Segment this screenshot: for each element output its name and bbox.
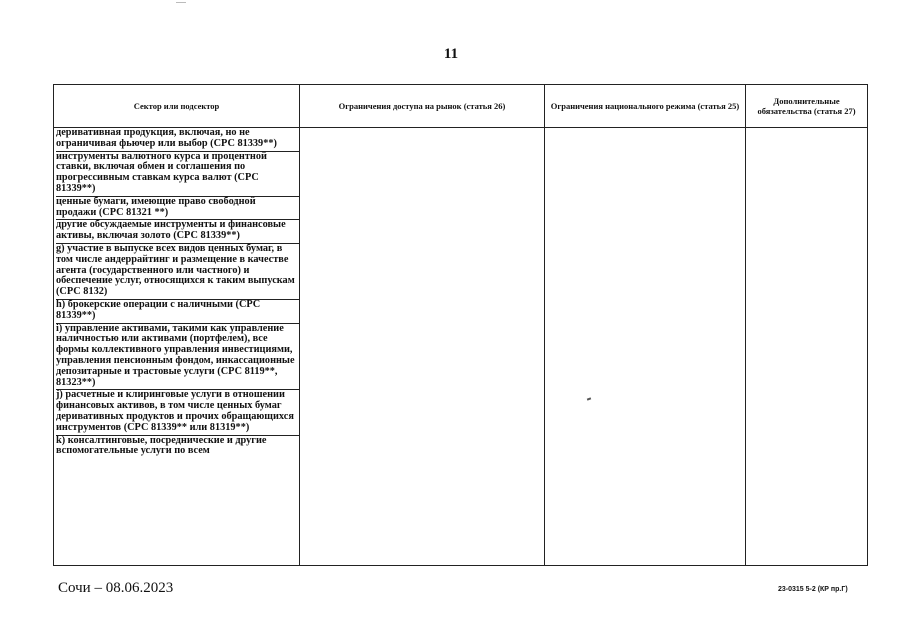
table-header-row bbox=[54, 85, 868, 128]
header-additional-commitments: Дополнительные обязательства (статья 27) bbox=[746, 85, 868, 128]
header-market-access: Ограничения доступа на рынок (статья 26) bbox=[300, 85, 545, 128]
page-number: 11 bbox=[443, 46, 459, 62]
table-entry: инструменты валютного курса и процентной ставки, включая обмен и соглашения по прогрессивным ставкам курса валют (СРС 81339**) bbox=[56, 152, 299, 197]
footer-place-date: Сочи – 08.06.2023 bbox=[58, 580, 174, 596]
footer-doc-code: 23-0315 5-2 (КР пр.Г) bbox=[778, 586, 848, 593]
scan-artifact-dash bbox=[176, 2, 186, 3]
table-entry: j) расчетные и клиринговые услуги в отношении финансовых активов, в том числе ценных бумаг деривативных продуктов и прочих обращающихся инструментов (СРС 81339** или 81319**) bbox=[56, 390, 299, 435]
additional-commitments-column bbox=[746, 128, 868, 566]
table-entry: другие обсуждаемые инструменты и финансовые активы, включая золото (СРС 81339**) bbox=[56, 220, 299, 244]
market-access-column bbox=[300, 128, 545, 566]
header-national-treatment: Ограничения национального режима (статья 25) bbox=[545, 85, 746, 128]
table-entry: k) консалтинговые, посреднические и другие вспомогательные услуги по всем bbox=[56, 434, 267, 457]
header-sector: Сектор или подсектор bbox=[54, 85, 300, 128]
sector-column bbox=[54, 128, 300, 566]
table-body-row bbox=[54, 128, 868, 566]
table-entry: g) участие в выпуске всех видов ценных бумаг, в том числе андеррайтинг и размещение в качестве агента (государственного или частного) и обеспечение услуг, относящихся к таким выпускам (СРС 8132) bbox=[56, 244, 299, 300]
national-treatment-column bbox=[545, 128, 746, 566]
table-entry: деривативная продукция, включая, но не ограничивая фьючер или выбор (СРС 81339**) bbox=[56, 128, 299, 152]
table-entry: ценные бумаги, имеющие право свободной продажи (СРС 81321 **) bbox=[56, 197, 299, 221]
commitments-table bbox=[53, 84, 868, 566]
table-entry: h) брокерские операции с наличными (СРС 81339**) bbox=[56, 300, 299, 324]
table-entry: i) управление активами, такими как управление наличностью или активами (портфелем), все формы коллективного управления инвестициями, управления пенсионным фондом, инкассационные депозитарные и трастовые услуги (СРС 8119**, 81323**) bbox=[56, 324, 299, 391]
